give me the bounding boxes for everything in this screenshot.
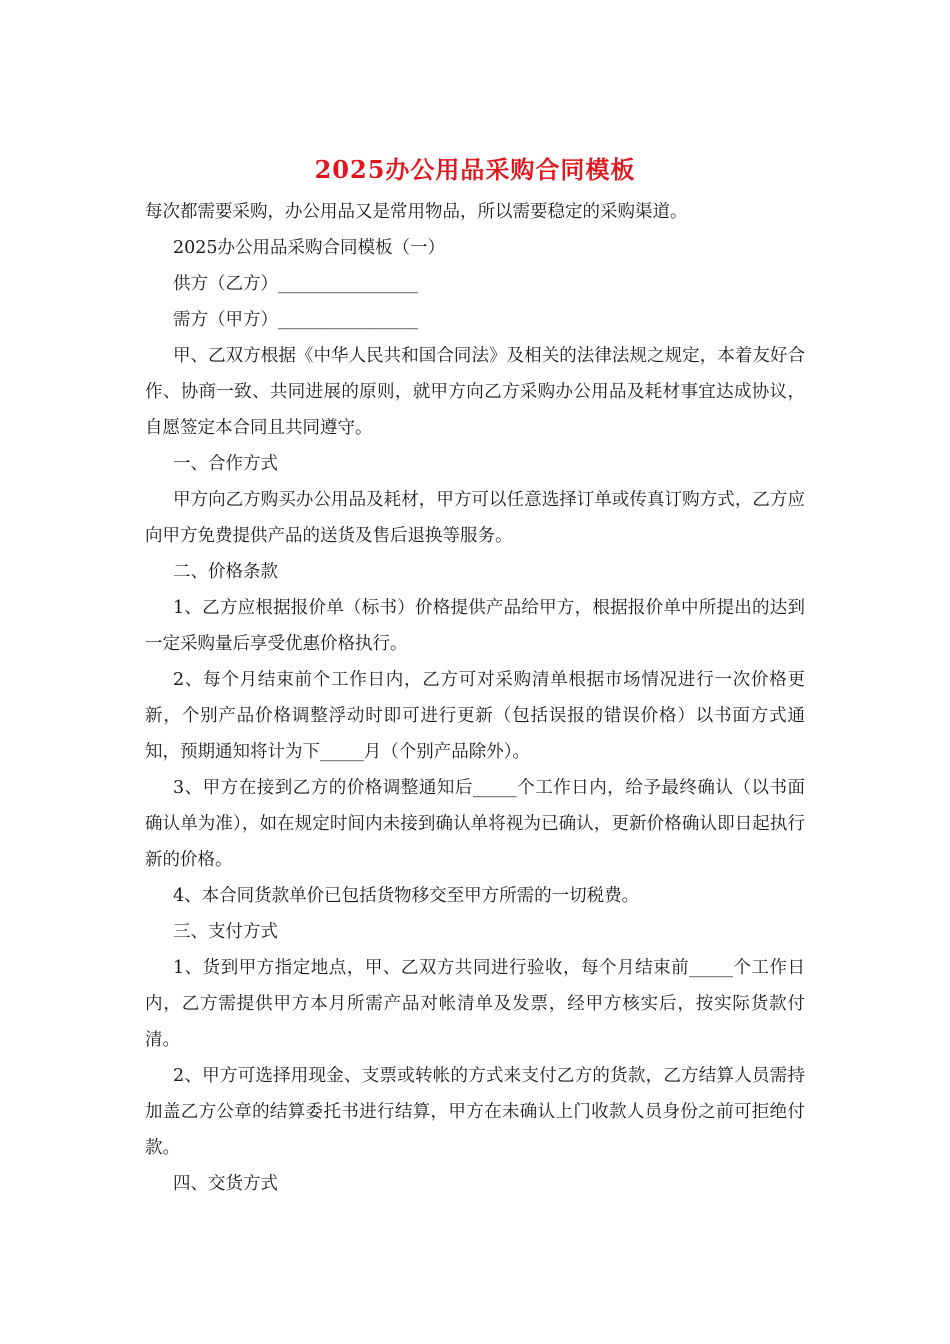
section-heading-price: 二、价格条款 <box>173 562 278 582</box>
paragraph-cooperation: 甲方向乙方购买办公用品及耗材，甲方可以任意选择订单或传真订购方式，乙方应向甲方免费提供产品的送货及售后退换等服务。 <box>145 490 805 546</box>
paragraph-price-1: 1、乙方应根据报价单（标书）价格提供产品给甲方，根据报价单中所提出的达到一定采购量后享受优惠价格执行。 <box>145 598 805 654</box>
section-heading-payment: 三、支付方式 <box>173 922 278 942</box>
paragraph-supplier: 供方（乙方）________________ <box>173 274 418 294</box>
paragraph-template-heading: 2025办公用品采购合同模板（一） <box>173 238 446 258</box>
paragraph-preamble: 甲、乙双方根据《中华人民共和国合同法》及相关的法律法规之规定，本着友好合作、协商一致、共同进展的原则，就甲方向乙方采购办公用品及耗材事宜达成协议，自愿签定本合同且共同遵守。 <box>145 346 805 438</box>
paragraph-price-4: 4、本合同货款单价已包括货物移交至甲方所需的一切税费。 <box>173 886 640 906</box>
paragraph-payment-1: 1、货到甲方指定地点，甲、乙双方共同进行验收，每个月结束前_____个工作日内，乙方需提供甲方本月所需产品对帐清单及发票，经甲方核实后，按实际货款付清。 <box>145 958 805 1050</box>
paragraph-price-3: 3、甲方在接到乙方的价格调整通知后_____个工作日内，给予最终确认（以书面确认单为准），如在规定时间内未接到确认单将视为已确认，更新价格确认即日起执行新的价格。 <box>145 778 805 870</box>
section-heading-delivery: 四、交货方式 <box>173 1174 278 1194</box>
paragraph-price-2: 2、每个月结束前个工作日内，乙方可对采购清单根据市场情况进行一次价格更新，个别产品价格调整浮动时即可进行更新（包括误报的错误价格）以书面方式通知，预期通知将计为下_____月（个别产品除外）。 <box>145 670 805 762</box>
document-title: 2025办公用品采购合同模板 <box>314 155 636 184</box>
document-page <box>145 152 805 1202</box>
paragraph-buyer: 需方（甲方）________________ <box>173 310 418 330</box>
section-heading-cooperation: 一、合作方式 <box>173 454 278 474</box>
document-body <box>145 194 805 1202</box>
paragraph-intro: 每次都需要采购，办公用品又是常用物品，所以需要稳定的采购渠道。 <box>145 202 688 222</box>
paragraph-payment-2: 2、甲方可选择用现金、支票或转帐的方式来支付乙方的货款，乙方结算人员需持加盖乙方公章的结算委托书进行结算，甲方在未确认上门收款人员身份之前可拒绝付款。 <box>145 1066 805 1158</box>
